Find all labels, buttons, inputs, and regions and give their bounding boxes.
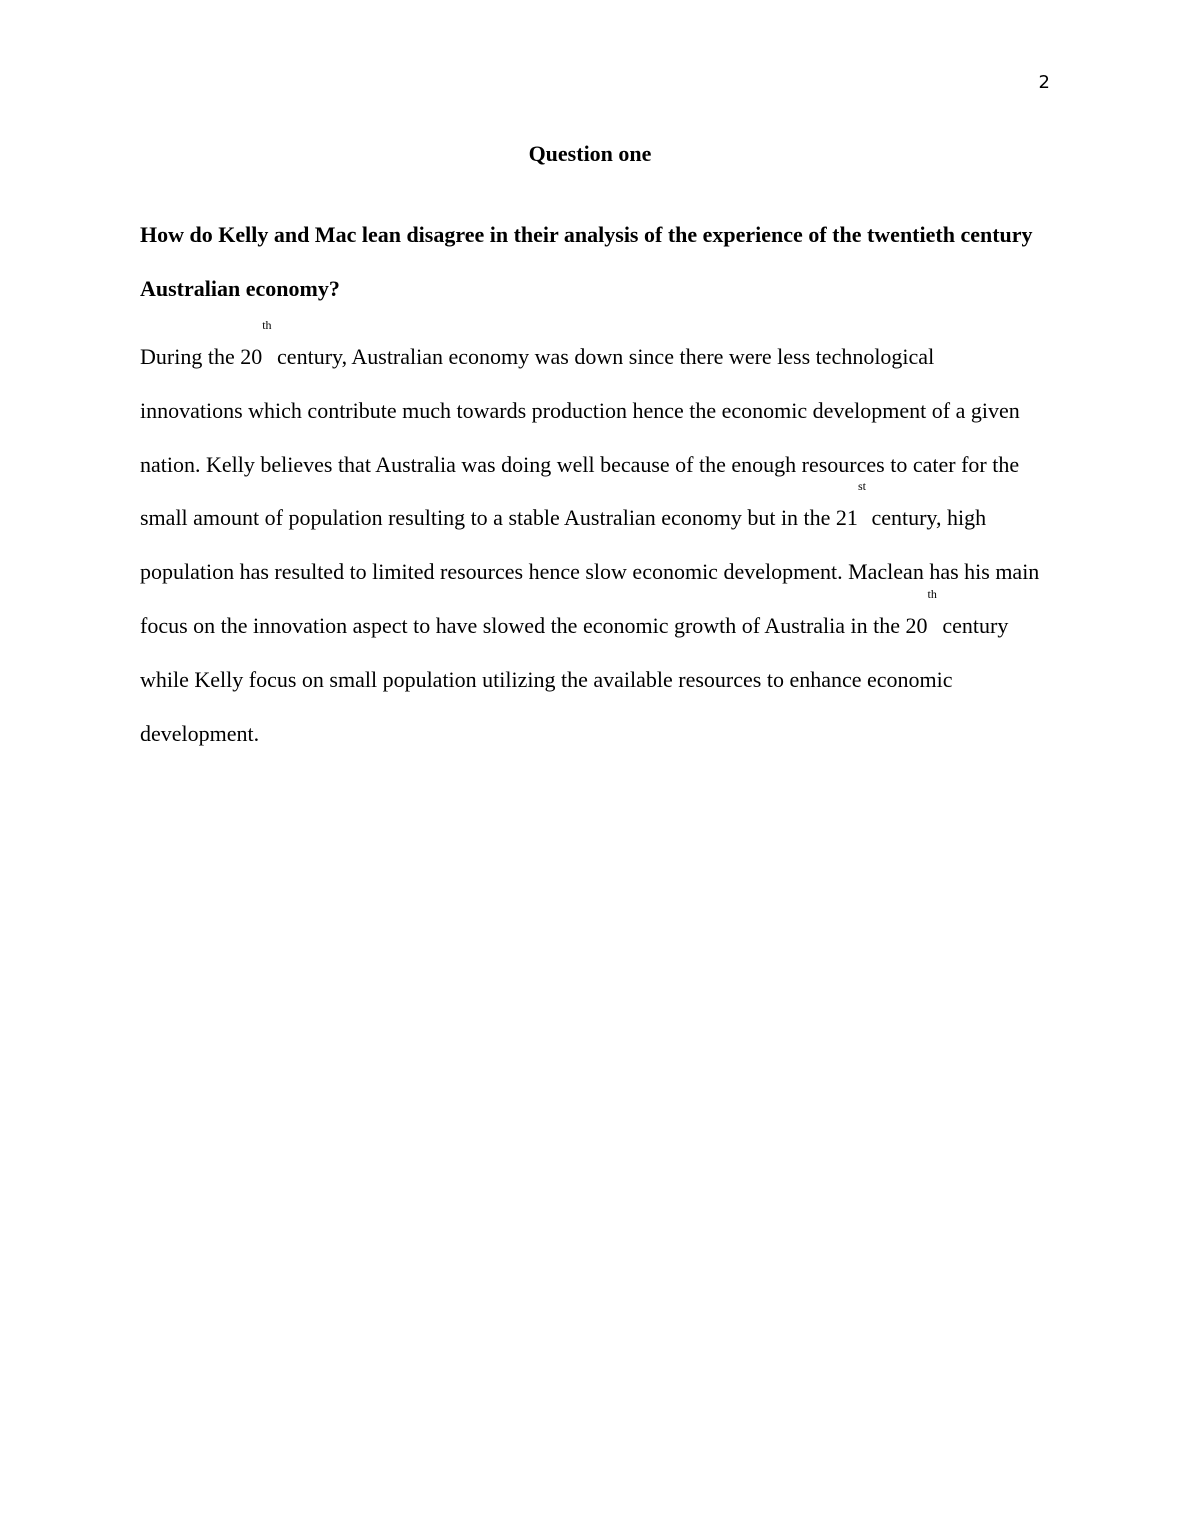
paragraph-text-3: century, high population has resulted to limited resources hence slow economic development. Maclean has his main focus on the innovation aspect to have slowed the economic growth of Australia in the 20 [140,505,1040,638]
paragraph-text-4: century while Kelly focus on small population utilizing the available resources to enhance economic development. [140,612,1009,746]
superscript-th-2: th [927,586,937,601]
section-heading: Question one [528,141,652,166]
paragraph-text-1: During the 20 [140,344,263,369]
superscript-st: st [857,479,866,494]
question-text: How do Kelly and Mac lean disagree in their analysis of the experience of the twentieth century Australian economy? [140,222,1033,301]
paragraph-text-2: century, Australian economy was down since there were less technological innovations which contribute much towards production hence the economic development of a given nation. Kelly believes that Australia was doing well because of the enough resources to cater for the small amount of population resulting to a stable Australian economy but in the 21 [140,344,1020,531]
answer-paragraph [140,318,1040,760]
document-body [140,138,1040,760]
superscript-th-1: th [262,318,272,332]
page-number: 2 [1038,72,1050,93]
